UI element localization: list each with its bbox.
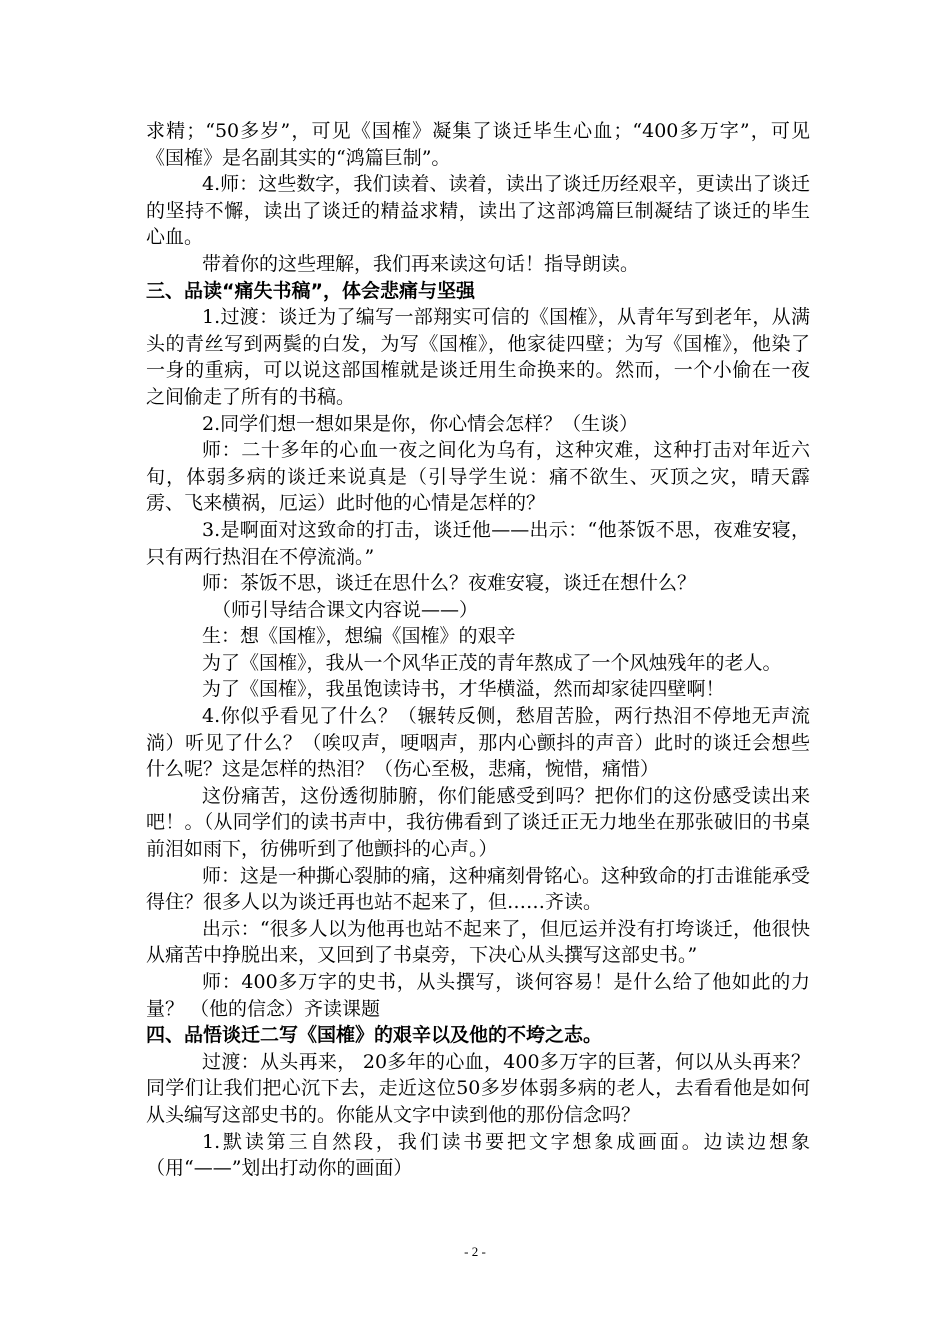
paragraph: 4.你似乎看见了什么？（辗转反侧，愁眉苦脸，两行热泪不停地无声流淌）听见了什么？（唉叹声，哽咽声，那内心颤抖的声音）此时的谈迁会想些什么呢？这是怎样的热泪？（伤心至极，悲痛，惋惜，痛惜） bbox=[146, 705, 810, 781]
paragraph: 过渡：从头再来， 20多年的心血，400多万字的巨著，何以从头再来？同学们让我们把心沉下去，走近这位50多岁体弱多病的老人，去看看他是如何从头编写这部史书的。你能从文字中读到他的那份信念吗？ bbox=[146, 1050, 810, 1126]
paragraph: （师引导结合课文内容说——） bbox=[212, 598, 479, 621]
paragraph: 师：这是一种撕心裂肺的痛，这种痛刻骨铭心。这种致命的打击谁能承受得住？很多人以为谈迁再也站不起来了，但……齐读。 bbox=[146, 864, 811, 914]
paragraph: 4.师：这些数字，我们读着、读着，读出了谈迁历经艰辛，更读出了谈迁的坚持不懈，读出了谈迁的精益求精，读出了这部鸿篇巨制凝结了谈迁的毕生心血。 bbox=[146, 173, 810, 249]
paragraph: 为了《国榷》，我从一个风华正茂的青年熬成了一个风烛残年的老人。 bbox=[202, 651, 782, 674]
paragraph: 带着你的这些理解，我们再来读这句话！指导朗读。 bbox=[202, 252, 640, 275]
paragraph: 师：茶饭不思，谈迁在思什么？夜难安寝，谈迁在想什么？ bbox=[202, 572, 697, 595]
paragraph: 求精；“50多岁”，可见《国榷》凝集了谈迁毕生心血；“400多万字”，可见《国榷》是名副其实的“鸿篇巨制”。 bbox=[146, 120, 810, 169]
section-heading-4: 四、品悟谈迁二写《国榷》的艰辛以及他的不垮之志。 bbox=[146, 1024, 603, 1047]
paragraph: 师：二十多年的心血一夜之间化为乌有，这种灾难，这种打击对年近六旬，体弱多病的谈迁来说真是（引导学生说：痛不欲生、灭顶之灾，晴天霹雳、飞来横祸，厄运）此时他的心情是怎样的？ bbox=[146, 439, 810, 515]
paragraph: 2.同学们想一想如果是你，你心情会怎样？（生谈） bbox=[202, 412, 639, 435]
section-heading-3: 三、品读“痛失书稿”，体会悲痛与坚强 bbox=[146, 279, 475, 302]
paragraph: 出示：“很多人以为他再也站不起来了，但厄运并没有打垮谈迁，他很快从痛苦中挣脱出来，又回到了书桌旁，下决心从头撰写这部史书。” bbox=[146, 917, 810, 967]
page-number: - 2 - bbox=[464, 1244, 486, 1259]
paragraph: 3.是啊面对这致命的打击，谈迁他——出示：“他茶饭不思，夜难安寝，只有两行热泪在不停流淌。” bbox=[146, 518, 810, 568]
paragraph: 生：想《国榷》，想编《国榷》的艰辛 bbox=[202, 625, 516, 648]
paragraph: 1.默读第三自然段，我们读书要把文字想象成画面。边读边想象（用“——”划出打动你的画面） bbox=[146, 1130, 810, 1180]
paragraph: 这份痛苦，这份透彻肺腑，你们能感受到吗？把你们的这份感受读出来吧！。（从同学们的读书声中，我彷佛看到了谈迁正无力地坐在那张破旧的书桌前泪如雨下，彷佛听到了他颤抖的心声。） bbox=[146, 784, 810, 861]
paragraph: 为了《国榷》，我虽饱读诗书，才华横溢，然而却家徒四壁啊！ bbox=[202, 678, 725, 701]
paragraph: 1.过渡：谈迁为了编写一部翔实可信的《国榷》，从青年写到老年，从满头的青丝写到两鬓的白发，为写《国榷》，他家徒四壁；为写《国榷》，他染了一身的重病，可以说这部国榷就是谈迁用生命换来的。然而，一个小偷在一夜之间偷走了所有的书稿。 bbox=[146, 306, 810, 408]
document-body bbox=[146, 118, 810, 1182]
paragraph: 师：400多万字的史书，从头撰写，谈何容易！是什么给了他如此的力量？ （他的信念）齐读课题 bbox=[146, 971, 810, 1020]
